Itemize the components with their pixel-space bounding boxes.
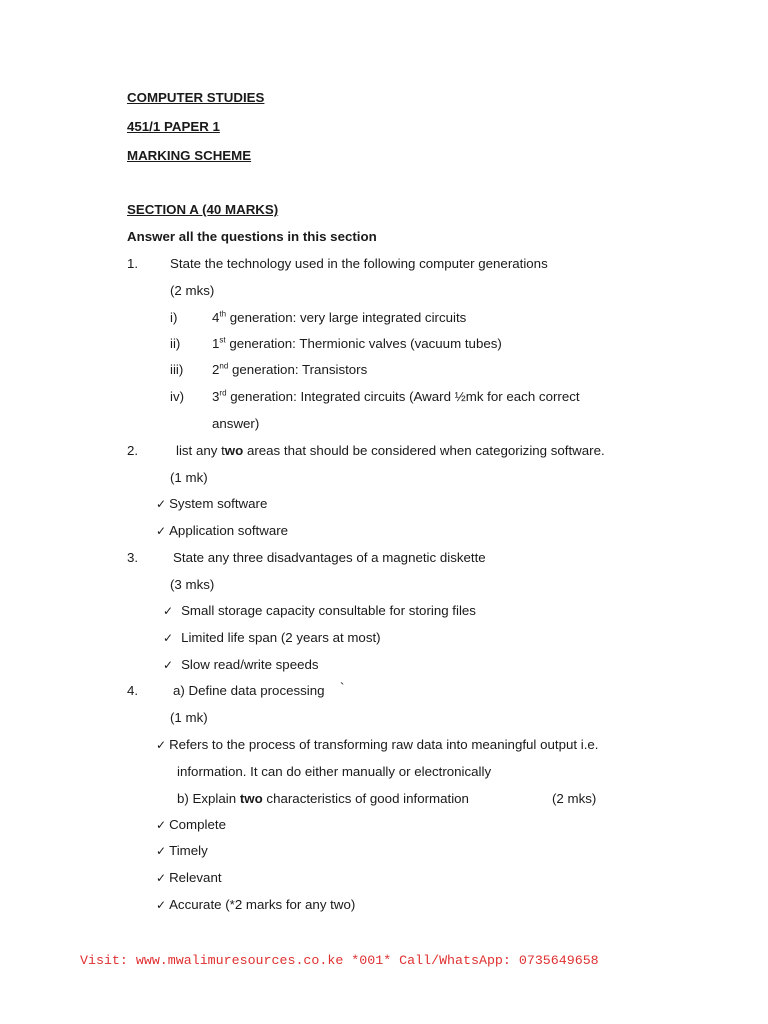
check-icon: ✓ (156, 844, 167, 858)
check-icon: ✓ (163, 658, 174, 672)
check-icon: ✓ (156, 898, 167, 912)
marking-scheme-title: MARKING SCHEME (127, 148, 252, 163)
check-icon: ✓ (163, 604, 174, 618)
q4b-marks: (2 mks) (552, 791, 597, 806)
q1-item-label: ii) (170, 336, 181, 351)
q4b-answer: ✓ Relevant (156, 870, 222, 885)
subject-title: COMPUTER STUDIES (127, 90, 265, 105)
check-icon: ✓ (156, 818, 167, 832)
check-icon: ✓ (156, 524, 167, 538)
q4b-text: b) Explain two characteristics of good information (177, 791, 469, 806)
q4a-tick-mark: ` (340, 680, 345, 695)
q4a-answer: ✓ Refers to the process of transforming raw data into meaningful output i.e. (156, 737, 599, 752)
footer-contact-text: Visit: www.mwalimuresources.co.ke *001* Call/WhatsApp: 0735649658 (80, 953, 599, 968)
q3-marks: (3 mks) (170, 577, 215, 592)
q2-text: list any two areas that should be considered when categorizing software. (176, 443, 605, 458)
q4a-answer-cont: information. It can do either manually or electronically (177, 764, 492, 779)
paper-code: 451/1 PAPER 1 (127, 119, 220, 134)
q4a-text: a) Define data processing (173, 683, 325, 698)
q4b-answer: ✓ Accurate (*2 marks for any two) (156, 897, 356, 912)
q2-answer: ✓ System software (156, 496, 268, 511)
q4b-answer: ✓ Complete (156, 817, 226, 832)
q1-item-label: iv) (170, 389, 185, 404)
check-icon: ✓ (156, 497, 167, 511)
section-instruction: Answer all the questions in this section (127, 229, 377, 244)
q1-item-label: i) (170, 310, 178, 325)
q1-item-text: 4th generation: very large integrated circuits (212, 309, 467, 325)
q1-item-text: 1st generation: Thermionic valves (vacuum tubes) (212, 335, 502, 351)
q2-marks: (1 mk) (170, 470, 208, 485)
check-icon: ✓ (156, 871, 167, 885)
q1-text: State the technology used in the following computer generations (170, 256, 548, 271)
q4a-marks: (1 mk) (170, 710, 208, 725)
q2-answer: ✓ Application software (156, 523, 289, 538)
section-title: SECTION A (40 MARKS) (127, 202, 279, 217)
q1-number: 1. (127, 256, 139, 271)
q1-item-label: iii) (170, 362, 184, 377)
q1-item-text: 2nd generation: Transistors (212, 361, 368, 377)
q2-number: 2. (127, 443, 139, 458)
q1-item-cont: answer) (212, 416, 260, 431)
q4-number: 4. (127, 683, 139, 698)
q3-answer: ✓ Slow read/write speeds (163, 657, 319, 672)
check-icon: ✓ (163, 631, 174, 645)
q3-number: 3. (127, 550, 139, 565)
q1-item-text: 3rd generation: Integrated circuits (Award ½mk for each correct (212, 388, 580, 404)
q3-text: State any three disadvantages of a magnetic diskette (173, 550, 486, 565)
q1-marks: (2 mks) (170, 283, 215, 298)
q4b-answer: ✓ Timely (156, 843, 208, 858)
check-icon: ✓ (156, 738, 167, 752)
q3-answer: ✓ Small storage capacity consultable for storing files (163, 603, 476, 618)
q3-answer: ✓ Limited life span (2 years at most) (163, 630, 381, 645)
